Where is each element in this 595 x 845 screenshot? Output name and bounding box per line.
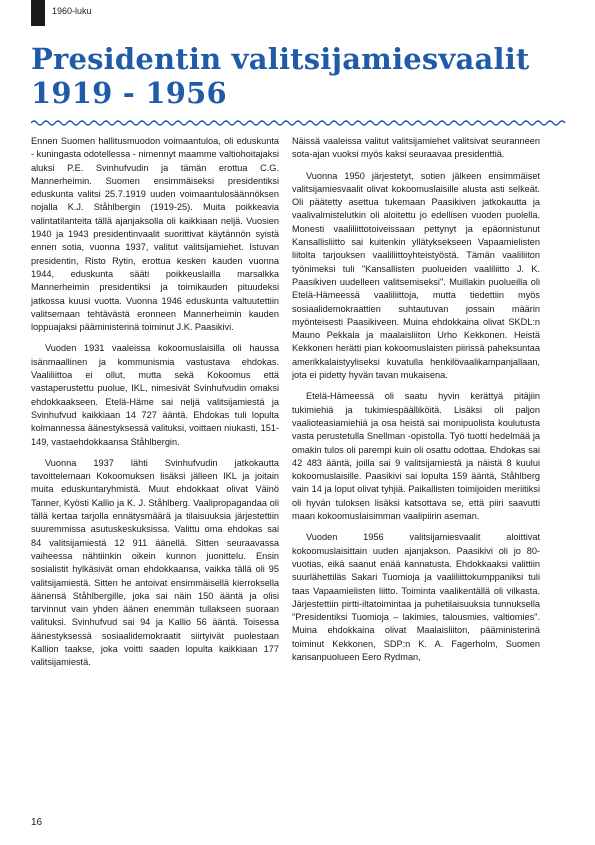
paragraph: Etelä-Hämeessä oli saatu hyvin kerättyä pitäjiin tukimiehiä ja tukimiespäälliköitä. Lisäksi oli paljon vaalioteasiamiehiä ja osa heistä sai monipuolista koulutusta vasta perustetulla Snellman -opistolla. Työ tuotti hedelmää ja omakin tulos oli parempi kuin oli osattu odottaa. Ehdokas sai 42 483 ääntä, joilla sai 9 valitsijamiestä ja näistä 8 kuului kokoomuslaisille. Paasikivi sai lopulta 159 ääntä, Ståhlberg vain 14 ja loput olivat tyhjiä. Paikallisten toimijoiden meriitiksi oli hyvän tuloksen lisäksi katsottava se, että piiri saavutti maan kokoomuslaisimman vaalipiirin aseman.: [292, 391, 540, 522]
wave-divider: [31, 119, 566, 127]
section-tab-marker: [31, 0, 45, 26]
article-title: [31, 42, 571, 110]
section-label: 1960-luku: [52, 6, 92, 16]
right-column: [292, 135, 540, 672]
paragraph: Ennen Suomen hallitusmuodon voimaantuloa, oli eduskunta - kuningasta odotellessa - nimennyt maamme valtiohoitajaksi aluksi P.E. Svinhufvudin ja tämän erottua C.G. Mannerheimin. Suomen ensimmäiseksi presidentiksi eduskunta valitsi 25.7.1919 uuden voimaantulosäännöksen nojalla K.J. Ståhlbergin (1919-25). Muita poikkeavia valintatilanteita tällä ajanjaksolla oli kaikkiaan neljä. Vuosien 1940 ja 1943 presidentinvaalit suorittivat käytännön syistä ennen sotia, vuonna 1937, valitut valitsijamiehet. Istuvan presidentin, Risto Rytin, erottua kesken kauden vuonna 1944, eduskunta sääti poikkeuslailla marsalkka Mannerheimin presidentiksi ja toimikauden pituudeksi jatkossa kuusi vuotta. Vuonna 1946 eduskunta valtuutettiin valitsemaan tehtävästä eronneen Mannerheimin kauden loppuajaksi pääministerinä toiminut J.K. Paasikivi.: [31, 136, 279, 333]
page-number: 16: [31, 817, 43, 828]
paragraph: Vuonna 1950 järjestetyt, sotien jälkeen ensimmäiset valitsijamiesvaalit olivat kokoomuslaisille alusta asti selkeät. Oli päätetty asettua tukemaan Paasikiven jatkokautta ja vaalivalmistelutkin oli aloitettu jo edellisen vuoden puolella. Monesti vaaliliittotoiveissaan pettynyt ja epäonnistunut Kansallisliitto sai kuitenkin yllätyksekseen Vapaamielisten liitolta tarjouksen vaaliliittoyhteistyöstä. Tämän vaaliliiton työnimeksi tuli "Kansallisten puolueiden vaaliliitto J. K. Paasikiven uudelleen valitsemiseksi". Muillakin puolueilla oli Etelä-Hämeessä vaaliliittoja, mutta tiedettiin myös sosiaalidemokraattien suhtautuvan jossain määrin myönteisesti Paasikiveen. Muina ehdokkaina olivat SKDL:n Mauno Pekkala ja maalaisliiton Urho Kekkonen. Heistä Kekkonen herätti pian kokoomuslaisten piirissä paheksuntaa amerikkalaistyyliseksi kuvatulla henkilövaalikampanjallaan, jota ei pidetty hyvän tavan mukaisena.: [292, 170, 540, 381]
article-title-line2: 1919 - 1956: [31, 76, 227, 110]
article-title-line1: Presidentin valitsijamiesvaalit: [31, 42, 530, 76]
paragraph: Vuoden 1956 valitsijamiesvaalit aloittivat kokoomuslaisittain uuden ajanjakson. Paasikivi oli jo 80-vuotias, eikä saanut enää kannatusta. Ehdokkaaksi valittiin suurlähettiläs Sakari Tuomioja ja vaaliliittokumppaniksi tuli taas Vapaamielisten liitto. Toiminta vaalikentällä oli vilkasta. Järjestettiin pirtti-iltatoimintaa ja puhetilaisuuksia tunnuksella "Presidentiksi Tuomioja – lakimies, talousmies, valtiomies". Muina ehdokkaina olivat Maalaisliiton, pääministerinä toiminut Kekkonen, SDP:n K. A. Fagerholm, Suomen kansanpuolueen Eero Rydman,: [292, 532, 540, 662]
left-column: [31, 135, 279, 678]
paragraph: Näissä vaaleissa valitut valitsijamiehet valitsivat seuranneen sota-ajan vuoksi myös kaksi seuraavaa presidenttiä.: [292, 136, 540, 160]
paragraph: Vuonna 1937 lähti Svinhufvudin jatkokautta tavoittelemaan Kokoomuksen lisäksi jälleen IKL ja joitain muita eduskuntaryhmistä. Muut ehdokkaat olivat Väinö Tanner, Kyösti Kallio ja K. J. Ståhlberg. Vaalipropagandaa oli tällä kertaa tarjolla ennätysmäärä ja tilaisuuksia järjestettiin suuremmissa asutuskeskuksissa. Valittu oma ehdokas sai 84 valitsijamiestä 12 911 äänellä. Sitten seuraavassa vaiheessa nähtiinkin oikein kunnon juonittelu. Ensin sosialistit hylkäsivät oman ehdokkaansa, vaikka tällä oli 95 valitsijamiestä. Sitten he antoivat ensimmäisellä kierroksella äänensä Ståhlbergille, joka sai näin 150 ääntä ja olisi tarvinnut vain yhden äänen enemmän tullakseen suoraan valituksi. Svinhufvud sai 94 ja Kallio 56 ääntä. Toisessa äänestyksessä sosiaalidemokraatit siirtyivät puolestaan Kallion taakse, joka voitti saaden lopulta kaikkiaan 177 valitsijamiestä.: [31, 457, 279, 668]
paragraph: Vuoden 1931 vaaleissa kokoomuslaisilla oli haussa isänmaallinen ja kommunismia vastustava ehdokas. Vaaliliittoa ei ollut, mutta sekä Kokoomus että vastaperustettu puolue, IKL, nimesivät Svinhufvudin omaksi ehdokkaakseen. Etelä-Häme sai neljä valitsijamiestä ja Svinhufvud kaikkiaan 14 727 ääntä. Ehdokas tuli lopulta kolmannessa äänestyksessä valituksi, voittaen niukasti, 151-149, vastaehdokkaansa Ståhlbergin.: [31, 343, 279, 447]
